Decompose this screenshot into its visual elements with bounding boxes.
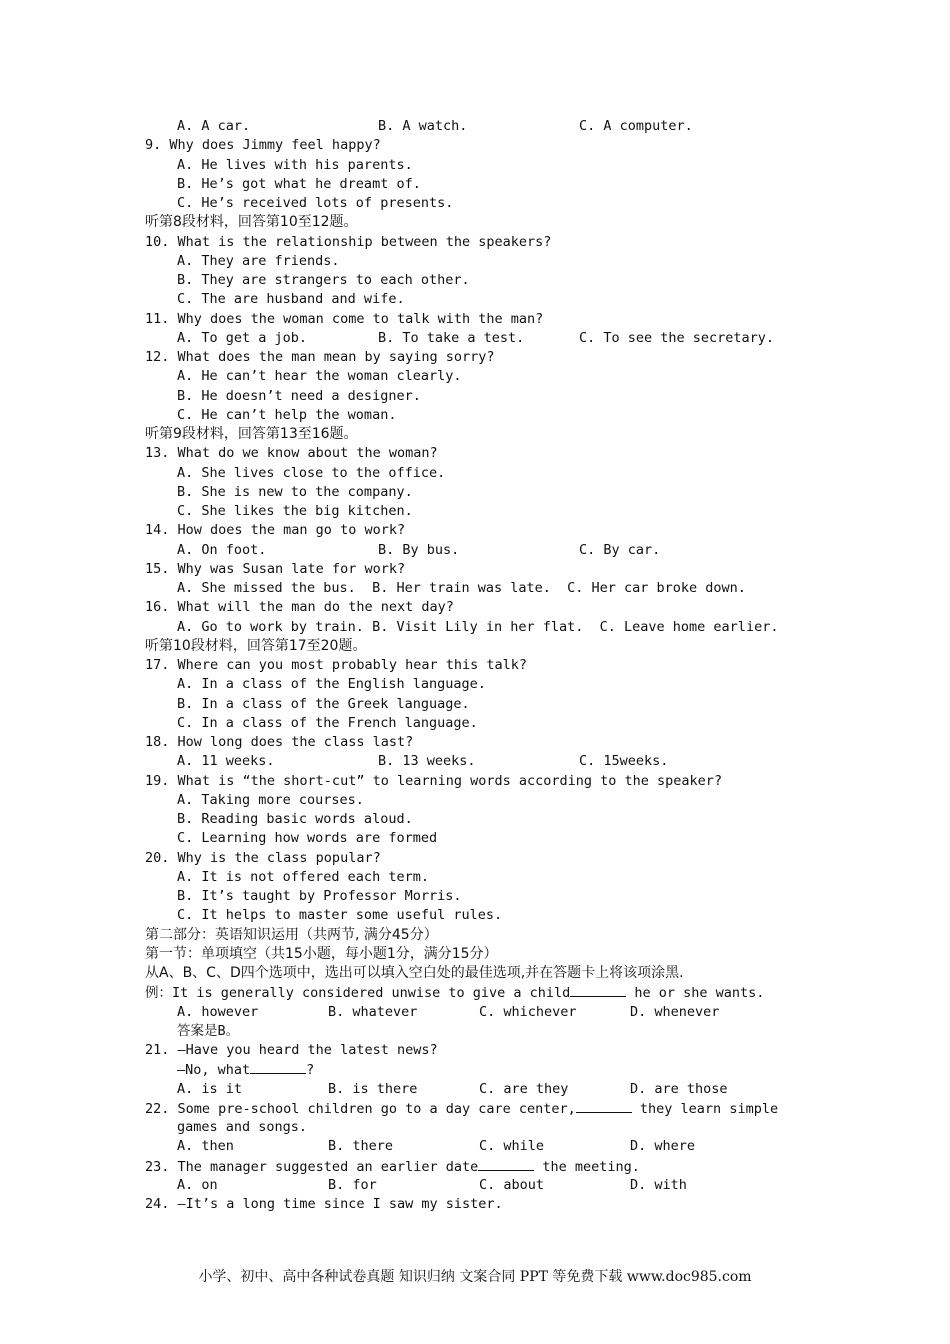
option-line: A. They are friends. xyxy=(177,252,340,269)
option-line: C. The are husband and wife. xyxy=(177,291,405,308)
option-line: B. Reading basic words aloud. xyxy=(177,811,413,827)
fill-in-blank-line xyxy=(145,1060,845,1079)
option-line: A. She missed the bus. B. Her train was late. C. Her car broke down. xyxy=(177,580,746,596)
option-b: B. A watch. xyxy=(378,118,468,134)
section-heading: 从A、B、C、D四个选项中，选出可以填入空白处的最佳选项,并在答题卡上将该项涂黑. xyxy=(145,965,684,981)
question-line: 14. How does the man go to work? xyxy=(145,522,406,539)
option-line: A. Taking more courses. xyxy=(177,791,364,808)
question-line: 13. What do we know about the woman? xyxy=(145,445,438,462)
section-heading: 听第10段材料，回答第17至20题。 xyxy=(145,637,367,654)
question-text: —No, what xyxy=(177,1062,251,1079)
option-line: C. She likes the big kitchen. xyxy=(177,503,413,519)
section-heading: 听第8段材料，回答第10至12题。 xyxy=(145,214,358,231)
option-line: C. In a class of the French language. xyxy=(177,714,478,731)
answer-blank xyxy=(570,983,626,997)
option-a: A. On foot. xyxy=(177,541,267,558)
question-text-continued: he or she wants. xyxy=(626,985,765,1002)
question-text-continued: the meeting. xyxy=(534,1158,640,1175)
option-b: B. By bus. xyxy=(378,541,460,558)
option-row xyxy=(145,1080,845,1099)
option-c: C. whichever xyxy=(479,1003,577,1020)
question-line: 24. —It’s a long time since I saw my sister. xyxy=(145,1196,503,1212)
option-a: A. however xyxy=(177,1003,259,1020)
question-line: 18. How long does the class last? xyxy=(145,734,414,750)
question-line: 16. What will the man do the next day? xyxy=(145,599,454,616)
fill-in-blank-line xyxy=(145,983,845,1002)
option-line: C. Learning how words are formed xyxy=(177,830,438,847)
option-line: games and songs. xyxy=(177,1119,308,1135)
option-row xyxy=(145,1137,845,1156)
option-row xyxy=(145,329,845,348)
option-row xyxy=(145,1176,845,1195)
option-line: A. In a class of the English language. xyxy=(177,676,486,693)
option-line: B. He doesn’t need a designer. xyxy=(177,387,421,404)
question-text-continued: ? xyxy=(306,1062,315,1079)
option-line: C. He can’t help the woman. xyxy=(177,406,397,423)
option-c: C. about xyxy=(479,1176,545,1193)
option-a: A. 11 weeks. xyxy=(177,753,275,770)
question-text: 22. Some pre-school children go to a day care center, xyxy=(145,1100,576,1117)
page-footer: 小学、初中、高中各种试卷真题 知识归纳 文案合同 PPT 等免费下载 www.doc985.com xyxy=(198,1269,752,1285)
option-b: B. for xyxy=(328,1176,377,1193)
option-line: C. He’s received lots of presents. xyxy=(177,195,454,211)
section-heading: 第二部分：英语知识运用（共两节, 满分45分） xyxy=(145,926,438,943)
option-b: B. is there xyxy=(328,1080,418,1097)
question-text-continued: they learn simple xyxy=(631,1100,779,1117)
option-a: A. To get a job. xyxy=(177,329,308,346)
option-b: B. whatever xyxy=(328,1003,418,1020)
question-line: 21. —Have you heard the latest news? xyxy=(145,1042,438,1058)
option-row xyxy=(145,752,845,771)
option-a: A. is it xyxy=(177,1080,243,1097)
option-c: C. By car. xyxy=(579,541,661,558)
section-heading: 听第9段材料，回答第13至16题。 xyxy=(145,426,358,442)
question-line: 11. Why does the woman come to talk with the man? xyxy=(145,310,544,327)
option-line: B. She is new to the company. xyxy=(177,483,413,500)
option-c: C. 15weeks. xyxy=(579,753,669,770)
option-a: A. then xyxy=(177,1138,234,1155)
option-row xyxy=(145,541,845,560)
question-line: 19. What is “the short-cut” to learning words according to the speaker? xyxy=(145,772,723,789)
option-line: A. He lives with his parents. xyxy=(177,156,413,173)
answer-blank xyxy=(250,1060,306,1074)
option-b: B. 13 weeks. xyxy=(378,753,476,770)
option-line: A. It is not offered each term. xyxy=(177,868,429,885)
option-line: B. He’s got what he dreamt of. xyxy=(177,175,421,192)
question-line: 20. Why is the class popular? xyxy=(145,849,381,866)
fill-in-blank-line xyxy=(145,1099,845,1118)
question-text: 23. The manager suggested an earlier date xyxy=(145,1158,479,1175)
option-row xyxy=(145,117,845,136)
question-line: 10. What is the relationship between the speakers? xyxy=(145,233,552,250)
option-a: A. on xyxy=(177,1176,218,1193)
answer-blank xyxy=(478,1157,534,1171)
question-line: 12. What does the man mean by saying sorry? xyxy=(145,349,495,365)
answer-blank xyxy=(576,1099,632,1113)
option-line: A. Go to work by train. B. Visit Lily in her flat. C. Leave home earlier. xyxy=(177,618,779,635)
option-c: C. A computer. xyxy=(579,118,693,134)
option-d: D. are those xyxy=(630,1080,728,1097)
option-c: C. while xyxy=(479,1138,545,1155)
option-line: C. It helps to master some useful rules. xyxy=(177,907,503,924)
option-line: A. She lives close to the office. xyxy=(177,464,446,481)
question-line: 17. Where can you most probably hear this talk? xyxy=(145,657,528,673)
option-b: B. To take a test. xyxy=(378,329,525,346)
option-line: B. In a class of the Greek language. xyxy=(177,695,470,712)
option-d: D. whenever xyxy=(630,1003,720,1020)
option-c: C. To see the secretary. xyxy=(579,329,775,346)
option-d: D. with xyxy=(630,1176,687,1193)
option-d: D. where xyxy=(630,1138,696,1155)
option-line: B. It’s taught by Professor Morris. xyxy=(177,888,462,904)
option-c: C. are they xyxy=(479,1080,569,1097)
section-heading: 第一节：单项填空（共15小题，每小题1分，满分15分） xyxy=(145,945,498,962)
option-a: A. A car. xyxy=(177,118,251,134)
option-line: A. He can’t hear the woman clearly. xyxy=(177,368,462,385)
option-line: 答案是B。 xyxy=(177,1022,240,1039)
option-row xyxy=(145,1003,845,1022)
fill-in-blank-line xyxy=(145,1157,845,1176)
option-b: B. there xyxy=(328,1138,394,1155)
exam-page-body xyxy=(145,117,845,1214)
question-line: 15. Why was Susan late for work? xyxy=(145,560,406,577)
question-line: 9. Why does Jimmy feel happy? xyxy=(145,137,381,154)
option-line: B. They are strangers to each other. xyxy=(177,272,470,288)
question-text: 例：It is generally considered unwise to give a child xyxy=(145,985,571,1002)
